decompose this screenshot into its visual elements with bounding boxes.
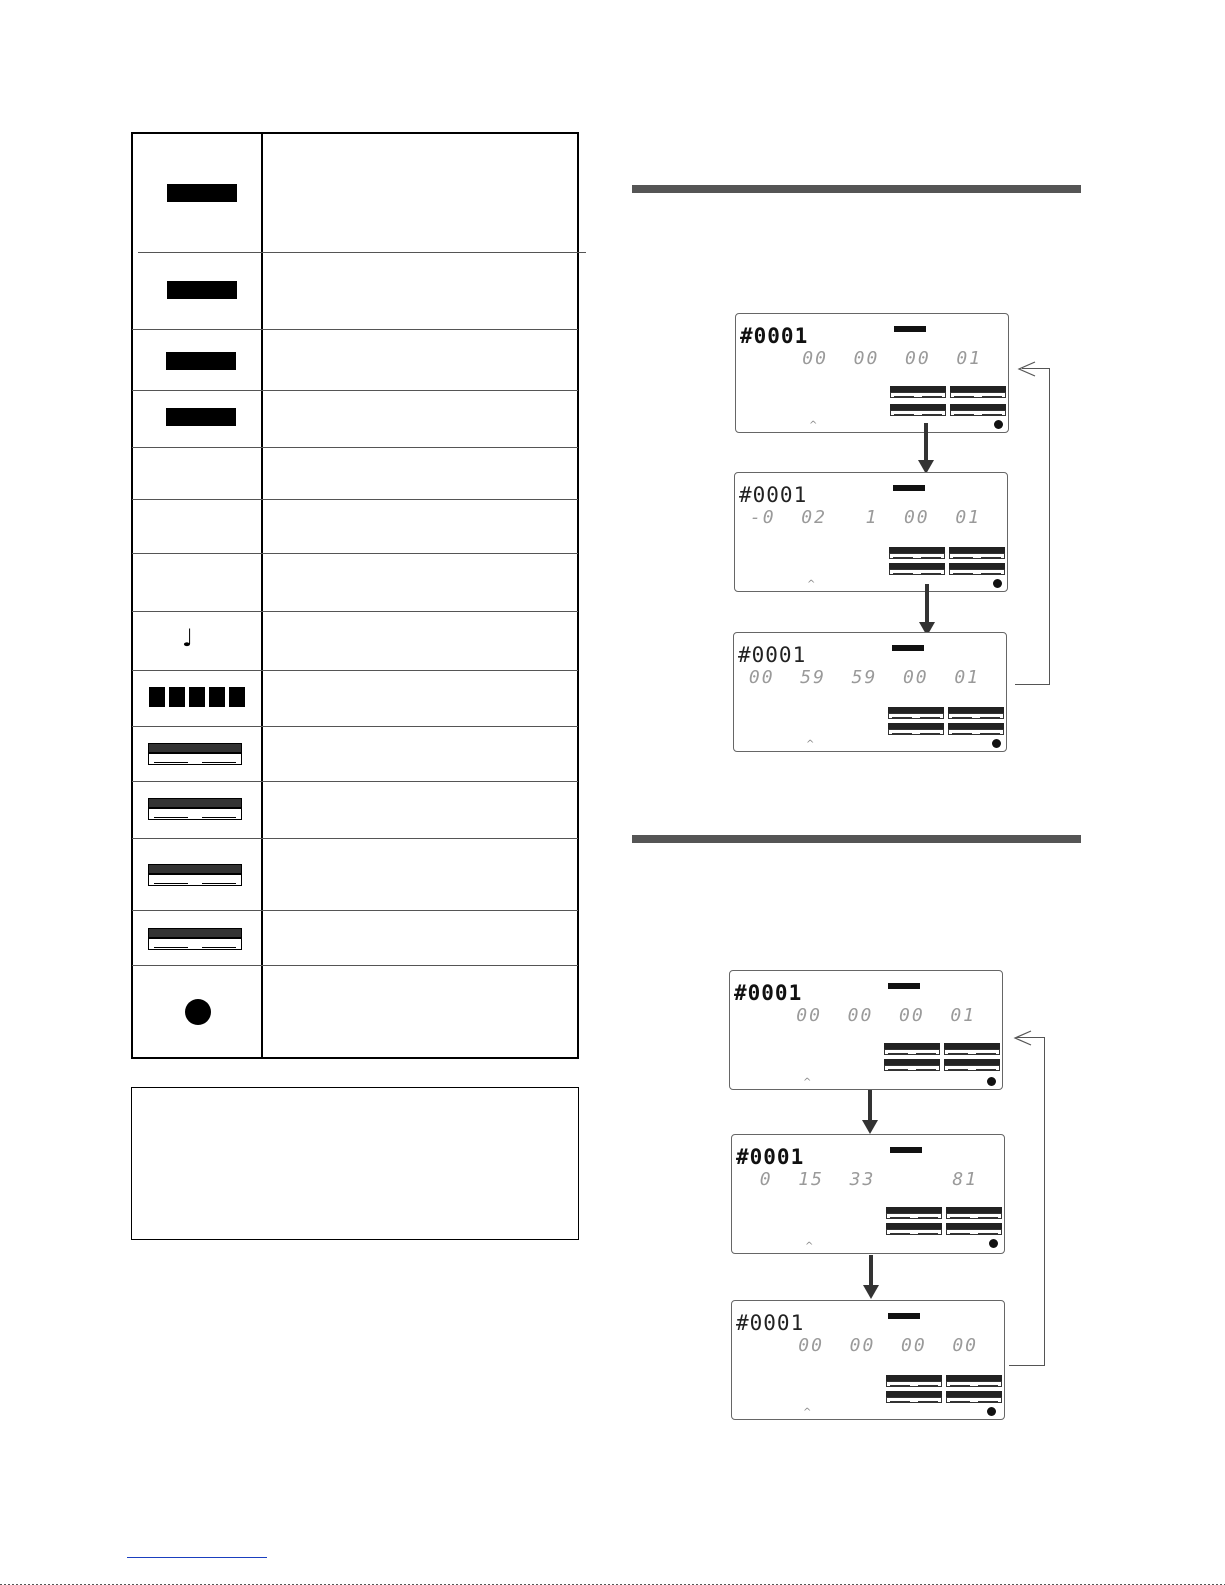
lcd-meter (949, 563, 1005, 575)
song-number: #0001 (736, 1311, 805, 1335)
level-meter-icon (148, 928, 242, 952)
section-rule-2 (632, 835, 1081, 843)
table-row-divider (132, 447, 578, 448)
table-row-divider (132, 781, 578, 782)
lcd-meter (888, 707, 944, 719)
level-meter-icon (148, 864, 242, 888)
caret-mark: ^ (807, 579, 816, 590)
table-row-divider (138, 252, 586, 253)
lcd-meter (948, 707, 1004, 719)
block-segment (229, 687, 245, 707)
record-dot-icon (185, 999, 211, 1025)
lcd-meter (888, 723, 944, 735)
lcd-screen (733, 632, 1007, 752)
song-number: #0001 (736, 1145, 805, 1169)
lcd-indicator (894, 326, 926, 332)
table-row-divider (132, 726, 578, 727)
song-number: #0001 (738, 643, 807, 667)
lcd-meter (946, 1375, 1002, 1387)
lcd-meter (946, 1223, 1002, 1235)
lcd-meter (944, 1059, 1000, 1071)
time-counter: 00 00 00 01 (796, 1005, 976, 1026)
block-segment (209, 687, 225, 707)
icon-table (131, 132, 579, 1059)
flow-arrow (925, 584, 929, 624)
indicator-bar-icon (166, 352, 236, 370)
table-row-divider (132, 329, 578, 330)
loop-back-arrowhead (1015, 360, 1037, 378)
record-dot-icon (989, 1239, 998, 1248)
time-counter: -0 02 1 00 01 (749, 507, 981, 528)
record-dot-icon (992, 739, 1001, 748)
loop-back-line (1015, 684, 1050, 685)
lcd-screen (735, 313, 1009, 433)
flow-arrow (868, 1090, 872, 1122)
caret-mark: ^ (803, 1077, 812, 1088)
table-row-divider (132, 838, 578, 839)
lcd-indicator (892, 645, 924, 651)
block-segment (189, 687, 205, 707)
lcd-indicator (890, 1147, 922, 1153)
lcd-meter (884, 1043, 940, 1055)
flow-arrow (869, 1255, 873, 1287)
loop-back-line (1049, 368, 1050, 685)
block-segment (149, 687, 165, 707)
time-counter: 00 59 59 00 01 (748, 667, 980, 688)
lcd-screen (729, 970, 1003, 1090)
lcd-meter (886, 1375, 942, 1387)
section-rule-1 (632, 185, 1081, 193)
lcd-meter (886, 1207, 942, 1219)
record-dot-icon (987, 1407, 996, 1416)
caret-mark: ^ (806, 739, 815, 750)
loop-back-line (1044, 1037, 1045, 1366)
caret-mark: ^ (809, 420, 818, 431)
lcd-meter (950, 386, 1006, 398)
level-meter-icon (148, 798, 242, 822)
lcd-meter (886, 1391, 942, 1403)
flow-arrow-head (863, 1285, 879, 1299)
flow-arrow-head (862, 1120, 878, 1134)
indicator-bar-icon (166, 408, 236, 426)
time-counter: 00 00 00 01 (802, 348, 982, 369)
lcd-indicator (888, 1313, 920, 1319)
lcd-meter (949, 547, 1005, 559)
lcd-meter (946, 1207, 1002, 1219)
loop-back-arrowhead (1011, 1029, 1033, 1047)
record-dot-icon (987, 1077, 996, 1086)
record-dot-icon (993, 579, 1002, 588)
block-segment (169, 687, 185, 707)
table-column-divider (261, 134, 263, 1057)
table-row-divider (132, 910, 578, 911)
lcd-meter (944, 1043, 1000, 1055)
lcd-indicator (888, 983, 920, 989)
level-meter-icon (148, 743, 242, 767)
caret-mark: ^ (805, 1241, 814, 1252)
record-dot-icon (994, 420, 1003, 429)
block-segments-icon (149, 687, 245, 707)
lcd-meter (948, 723, 1004, 735)
note-box (131, 1087, 579, 1240)
lcd-meter (950, 404, 1006, 416)
table-row-divider (132, 965, 578, 966)
lcd-meter (886, 1223, 942, 1235)
lcd-meter (884, 1059, 940, 1071)
lcd-meter (889, 563, 945, 575)
loop-back-line (1009, 1365, 1045, 1366)
song-number: #0001 (739, 483, 808, 507)
lcd-screen (731, 1134, 1005, 1254)
indicator-bar-icon (167, 281, 237, 299)
time-counter: 00 00 00 00 (798, 1335, 978, 1356)
lcd-indicator (893, 485, 925, 491)
lcd-screen (734, 472, 1008, 592)
song-number: #0001 (740, 324, 809, 348)
table-row-divider (132, 553, 578, 554)
lcd-screen (731, 1300, 1005, 1420)
lcd-meter (890, 404, 946, 416)
time-counter: 0 15 33 81 (759, 1169, 978, 1190)
table-row-divider (132, 390, 578, 391)
lcd-meter (946, 1391, 1002, 1403)
caret-mark: ^ (803, 1407, 812, 1418)
indicator-bar-icon (167, 184, 237, 202)
lcd-meter (890, 386, 946, 398)
quarter-note-icon: ♩ (182, 624, 194, 652)
table-row-divider (132, 670, 578, 671)
table-row-divider (132, 499, 578, 500)
lcd-meter (889, 547, 945, 559)
table-row-divider (132, 611, 578, 612)
footer-link-underline (127, 1556, 267, 1558)
flow-arrow (924, 423, 928, 463)
song-number: #0001 (734, 981, 803, 1005)
